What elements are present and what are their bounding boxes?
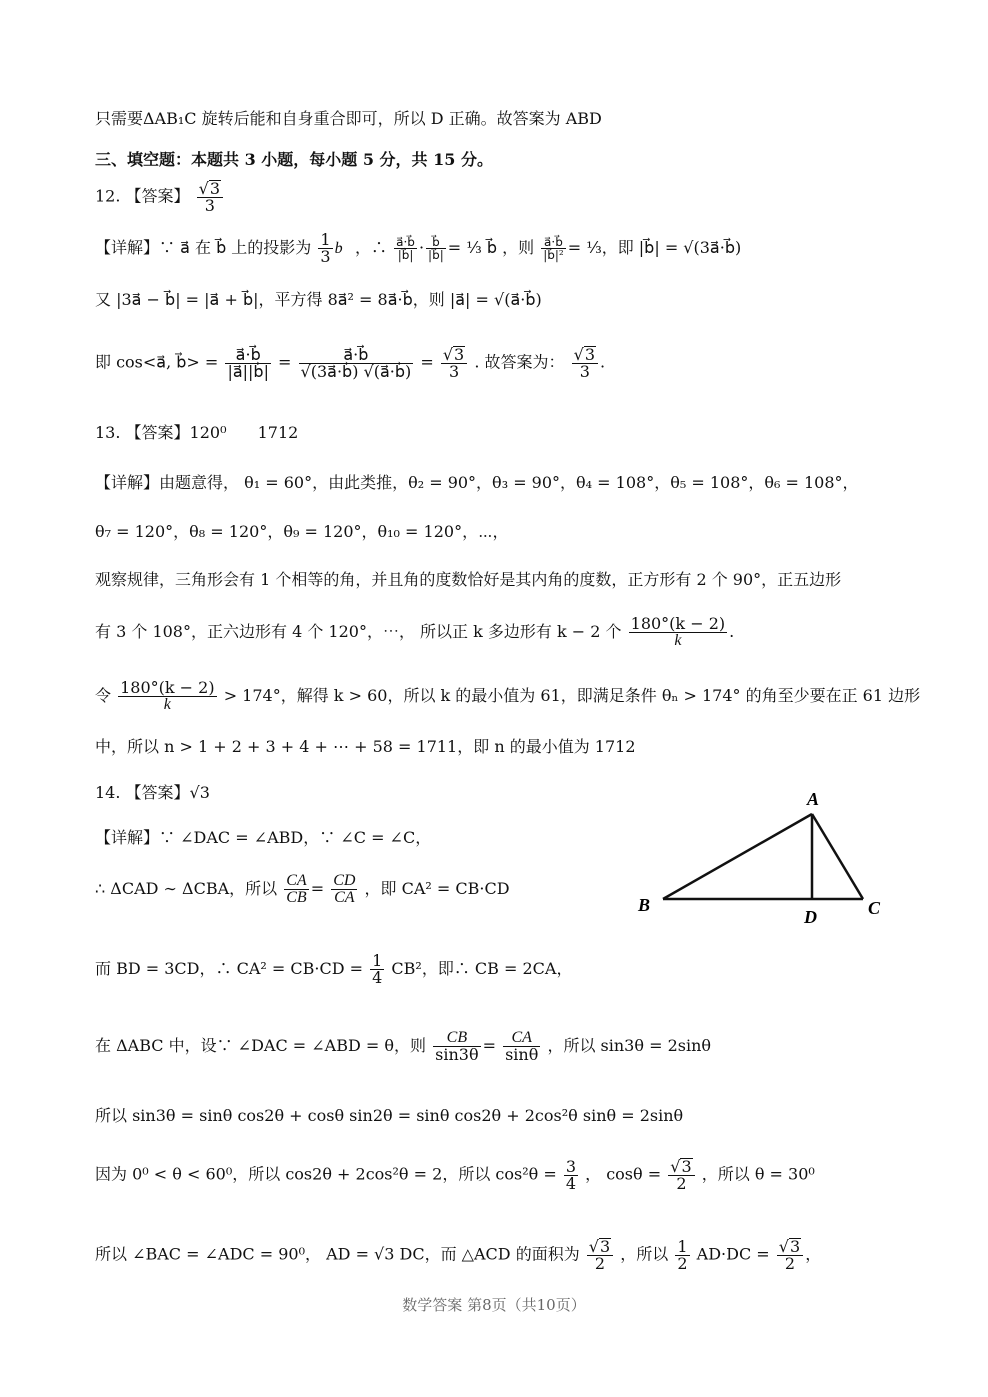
den: 3 bbox=[204, 196, 215, 215]
radicand: 3 bbox=[681, 1157, 692, 1176]
ca-sint-frac bbox=[503, 1030, 540, 1063]
label-d: D bbox=[804, 907, 817, 927]
label-c: C bbox=[868, 898, 881, 918]
text: 在 ΔABC 中，设∵ ∠DAC = ∠ABD = θ，则 bbox=[95, 1036, 427, 1055]
page-footer: 数学答案 第8页（共10页） bbox=[402, 1296, 586, 1314]
q14-detail-4: 在 ΔABC 中，设∵ ∠DAC = ∠ABD = θ，则 $\frac{CB}{\sin 3\theta}$ = $\frac{CA}{\sin\theta}$ ，所以 sin3θ = 2sinθ bbox=[95, 1029, 712, 1064]
num: a⃗·b⃗ bbox=[225, 347, 271, 364]
text: 即 cos<a⃗, b⃗> = bbox=[95, 352, 219, 372]
num: 3 bbox=[565, 1156, 577, 1176]
num: a⃗·b⃗ bbox=[299, 347, 414, 364]
den: 2 bbox=[784, 1254, 796, 1273]
q12-detail-2: 又 |3a⃗ − b⃗| = |a⃗ + b⃗|，平方得 8a⃗² = 8a⃗·b⃗，则 |a⃗| = √(a⃗·b⃗) bbox=[95, 290, 542, 309]
num: CA bbox=[503, 1030, 540, 1047]
quarter-frac bbox=[370, 953, 384, 986]
den: sin3θ bbox=[435, 1045, 479, 1064]
q13-detail-6: 中，所以 n > 1 + 2 + 3 + 4 + ⋯ + 58 = 1711，即 n 的最小值为 1712 bbox=[95, 737, 636, 756]
num: 180°(k − 2) bbox=[120, 678, 215, 697]
ca-cb-frac bbox=[284, 873, 308, 906]
num: CD bbox=[333, 872, 356, 889]
text: 所以 ∠BAC = ∠ADC = 90⁰， AD = √3 DC，而 △ACD 的面积为 bbox=[95, 1244, 580, 1264]
k-frac bbox=[629, 616, 727, 649]
text: ，所以 sin3θ = 2sinθ bbox=[547, 1036, 712, 1055]
text: ， bbox=[805, 1244, 822, 1264]
den: √(3a⃗·b⃗) √(a⃗·b⃗) bbox=[300, 361, 412, 381]
num: a⃗·b⃗ bbox=[541, 236, 566, 249]
side-ba bbox=[663, 814, 812, 899]
text: ∴ ΔCAD ∼ ΔCBA，所以 bbox=[95, 879, 278, 898]
half-frac bbox=[675, 1236, 689, 1273]
q14-answer: 14. 【答案】√3 bbox=[95, 783, 210, 802]
extra: 1712 bbox=[257, 423, 299, 442]
sqrt3-half-frac: $\frac{√3}{2}$ bbox=[668, 1158, 694, 1192]
cb-sin3t-frac bbox=[433, 1030, 480, 1063]
text: 而 BD = 3CD，∴ CA² = CB·CD = bbox=[95, 959, 364, 978]
text: ，所以 bbox=[620, 1244, 669, 1264]
q12-answer bbox=[95, 180, 225, 214]
den: 2 bbox=[676, 1174, 687, 1193]
den: 3 bbox=[579, 362, 590, 381]
side-ac bbox=[812, 814, 863, 899]
num: 1 bbox=[372, 951, 383, 970]
sqrt3-over-3: $\frac{√3}{3}$ bbox=[197, 180, 223, 214]
q13-detail-2: θ₇ = 120°，θ₈ = 120°，θ₉ = 120°，θ₁₀ = 120°，⋯， bbox=[95, 522, 509, 541]
q14-detail-6 bbox=[95, 1158, 815, 1192]
text: 因为 0⁰ < θ < 60⁰，所以 cos2θ + 2cos²θ = 2，所以 cos²θ = bbox=[95, 1164, 557, 1184]
ratio-frac bbox=[541, 236, 566, 261]
q13-detail-3: 观察规律，三角形会有 1 个相等的角，并且角的度数恰好是其内角的度数，正方形有 2 个 90°，正五边形 bbox=[95, 570, 842, 589]
text: > 174°，解得 k > 60，所以 k 的最小值为 61，即满足条件 θₙ > 174° 的角至少要在正 61 边形 bbox=[223, 686, 921, 705]
num: 180°(k − 2) bbox=[630, 614, 726, 633]
section-heading: 三、填空题：本题共 3 小题，每小题 5 分，共 15 分。 bbox=[95, 150, 493, 169]
one-third bbox=[318, 232, 332, 265]
den: k bbox=[163, 696, 171, 713]
triangle-diagram bbox=[630, 785, 890, 935]
q14-detail-3 bbox=[95, 953, 572, 986]
area-frac-2: $\frac{√3}{2}$ bbox=[777, 1238, 803, 1272]
text: ，所以 θ = 30⁰ bbox=[701, 1164, 815, 1184]
cos-result: $\frac{√3}{3}$ bbox=[441, 346, 467, 380]
q14-detail-1: 【详解】∵ ∠DAC = ∠ABD，∵ ∠C = ∠C， bbox=[95, 828, 432, 847]
q12-detail-3: 即 cos<a⃗, b⃗> = $\frac{a⃗\cdot b⃗}{|a⃗||b⃗|}$ = $\frac{a⃗\cdot b⃗}{√(3a⃗\cdot b⃗) √(a⃗\cdot b⃗)}$ = $\frac{√3}{3}$ . 故答案为： $\frac{√3}{3}$ . bbox=[95, 344, 606, 381]
num: a⃗·b⃗ bbox=[396, 235, 415, 249]
radicand: 3 bbox=[584, 345, 595, 364]
radicand: 3 bbox=[790, 1237, 801, 1256]
text: 令 bbox=[95, 686, 112, 705]
num: CB bbox=[433, 1030, 480, 1047]
answer-frac: $\frac{√3}{3}$ bbox=[572, 346, 598, 380]
proj-frac-2 bbox=[426, 236, 446, 261]
text: ，即 |b⃗| = √(3a⃗·b⃗) bbox=[601, 238, 742, 257]
q13-detail-1: 【详解】由题意得， θ₁ = 60°，由此类推，θ₂ = 90°，θ₃ = 90°，θ₄ = 108°，θ₅ = 108°，θ₆ = 108°， bbox=[95, 473, 859, 492]
k-frac-2 bbox=[118, 680, 216, 713]
text: ， cosθ = bbox=[585, 1164, 662, 1184]
label-a: A bbox=[807, 789, 820, 809]
area-frac: $\frac{√3}{2}$ bbox=[587, 1238, 613, 1272]
three-quarter-frac bbox=[564, 1156, 578, 1193]
den: |b⃗|² bbox=[543, 248, 564, 262]
den: 3 bbox=[320, 247, 331, 266]
den: 4 bbox=[565, 1173, 577, 1193]
proj-result: = ⅓ b⃗ bbox=[447, 238, 497, 257]
text: ，即 CA² = CB·CD bbox=[364, 879, 510, 898]
q14-detail-2: ∴ ΔCAD ∼ ΔCBA，所以 $\frac{CA}{CB}$ = $\frac{CD}{CA}$ ，即 CA² = CB·CD bbox=[95, 872, 510, 906]
text: CB²，即∴ CB = 2CA， bbox=[391, 959, 573, 978]
text: 【详解】∵ a⃗ 在 b⃗ 上的投影为 bbox=[95, 238, 312, 257]
den: |b⃗| bbox=[428, 248, 444, 262]
den: 3 bbox=[448, 362, 460, 381]
den: k bbox=[674, 632, 682, 649]
den: sinθ bbox=[505, 1045, 539, 1064]
q12-detail-1: 【详解】∵ a⃗ 在 b⃗ 上的投影为 $\frac{1}{3}$ b⃗，∴ $\frac{a⃗\cdot b⃗}{|b⃗|}$ · $\frac{b⃗}{|b⃗|}$ = ⅓ b⃗ ，则 $\frac{a⃗\cdot b⃗}{\text{|b⃗|²}}$ = ⅓，即 |b⃗| = √(3a⃗·b⃗) bbox=[95, 230, 742, 266]
q13-detail-5 bbox=[95, 680, 920, 713]
cd-ca-frac bbox=[331, 873, 357, 906]
den: |a⃗||b⃗| bbox=[227, 361, 269, 381]
text: ，则 bbox=[502, 238, 535, 257]
den: 2 bbox=[677, 1253, 688, 1273]
num: b⃗ bbox=[426, 236, 446, 249]
radicand: 3 bbox=[454, 345, 465, 364]
q13-detail-4: 有 3 个 108°，正六边形有 4 个 120°，⋯， 所以正 k 多边形有 k − 2 个 $\frac{180^\circ(k - 2)}{k}$ . bbox=[95, 614, 735, 649]
text: . 故答案为： bbox=[474, 352, 565, 372]
num: CA bbox=[286, 872, 307, 889]
text: AD·DC = bbox=[696, 1244, 770, 1264]
ratio-result: = ⅓ bbox=[567, 238, 602, 257]
q14-detail-7 bbox=[95, 1238, 821, 1272]
q13-answer bbox=[95, 425, 298, 441]
proj-frac-1 bbox=[394, 236, 417, 261]
cos-frac-1 bbox=[225, 344, 271, 381]
q12-label: 12. 【答案】 bbox=[95, 186, 190, 206]
cos-frac-2 bbox=[299, 344, 414, 381]
radicand: 3 bbox=[209, 179, 221, 198]
num: 1 bbox=[677, 1236, 688, 1256]
num: 1 bbox=[320, 230, 331, 249]
label-b: B bbox=[638, 895, 651, 915]
radicand: 3 bbox=[600, 1237, 611, 1256]
line-01: 只需要ΔAB₁C 旋转后能和自身重合即可，所以 D 正确。故答案为 ABD bbox=[95, 109, 602, 128]
den: CA bbox=[334, 889, 355, 906]
den: CB bbox=[286, 889, 307, 906]
den: 4 bbox=[372, 968, 383, 987]
den: |b⃗| bbox=[397, 248, 414, 262]
text: 有 3 个 108°，正六边形有 4 个 120°，⋯， 所以正 k 多边形有 k − 2 个 bbox=[95, 622, 622, 641]
q14-detail-5: 所以 sin3θ = sinθ cos2θ + cosθ sin2θ = sinθ cos2θ + 2cos²θ sinθ = 2sinθ bbox=[95, 1106, 684, 1125]
den: 2 bbox=[594, 1254, 606, 1273]
text: 13. 【答案】120⁰ bbox=[95, 423, 227, 442]
